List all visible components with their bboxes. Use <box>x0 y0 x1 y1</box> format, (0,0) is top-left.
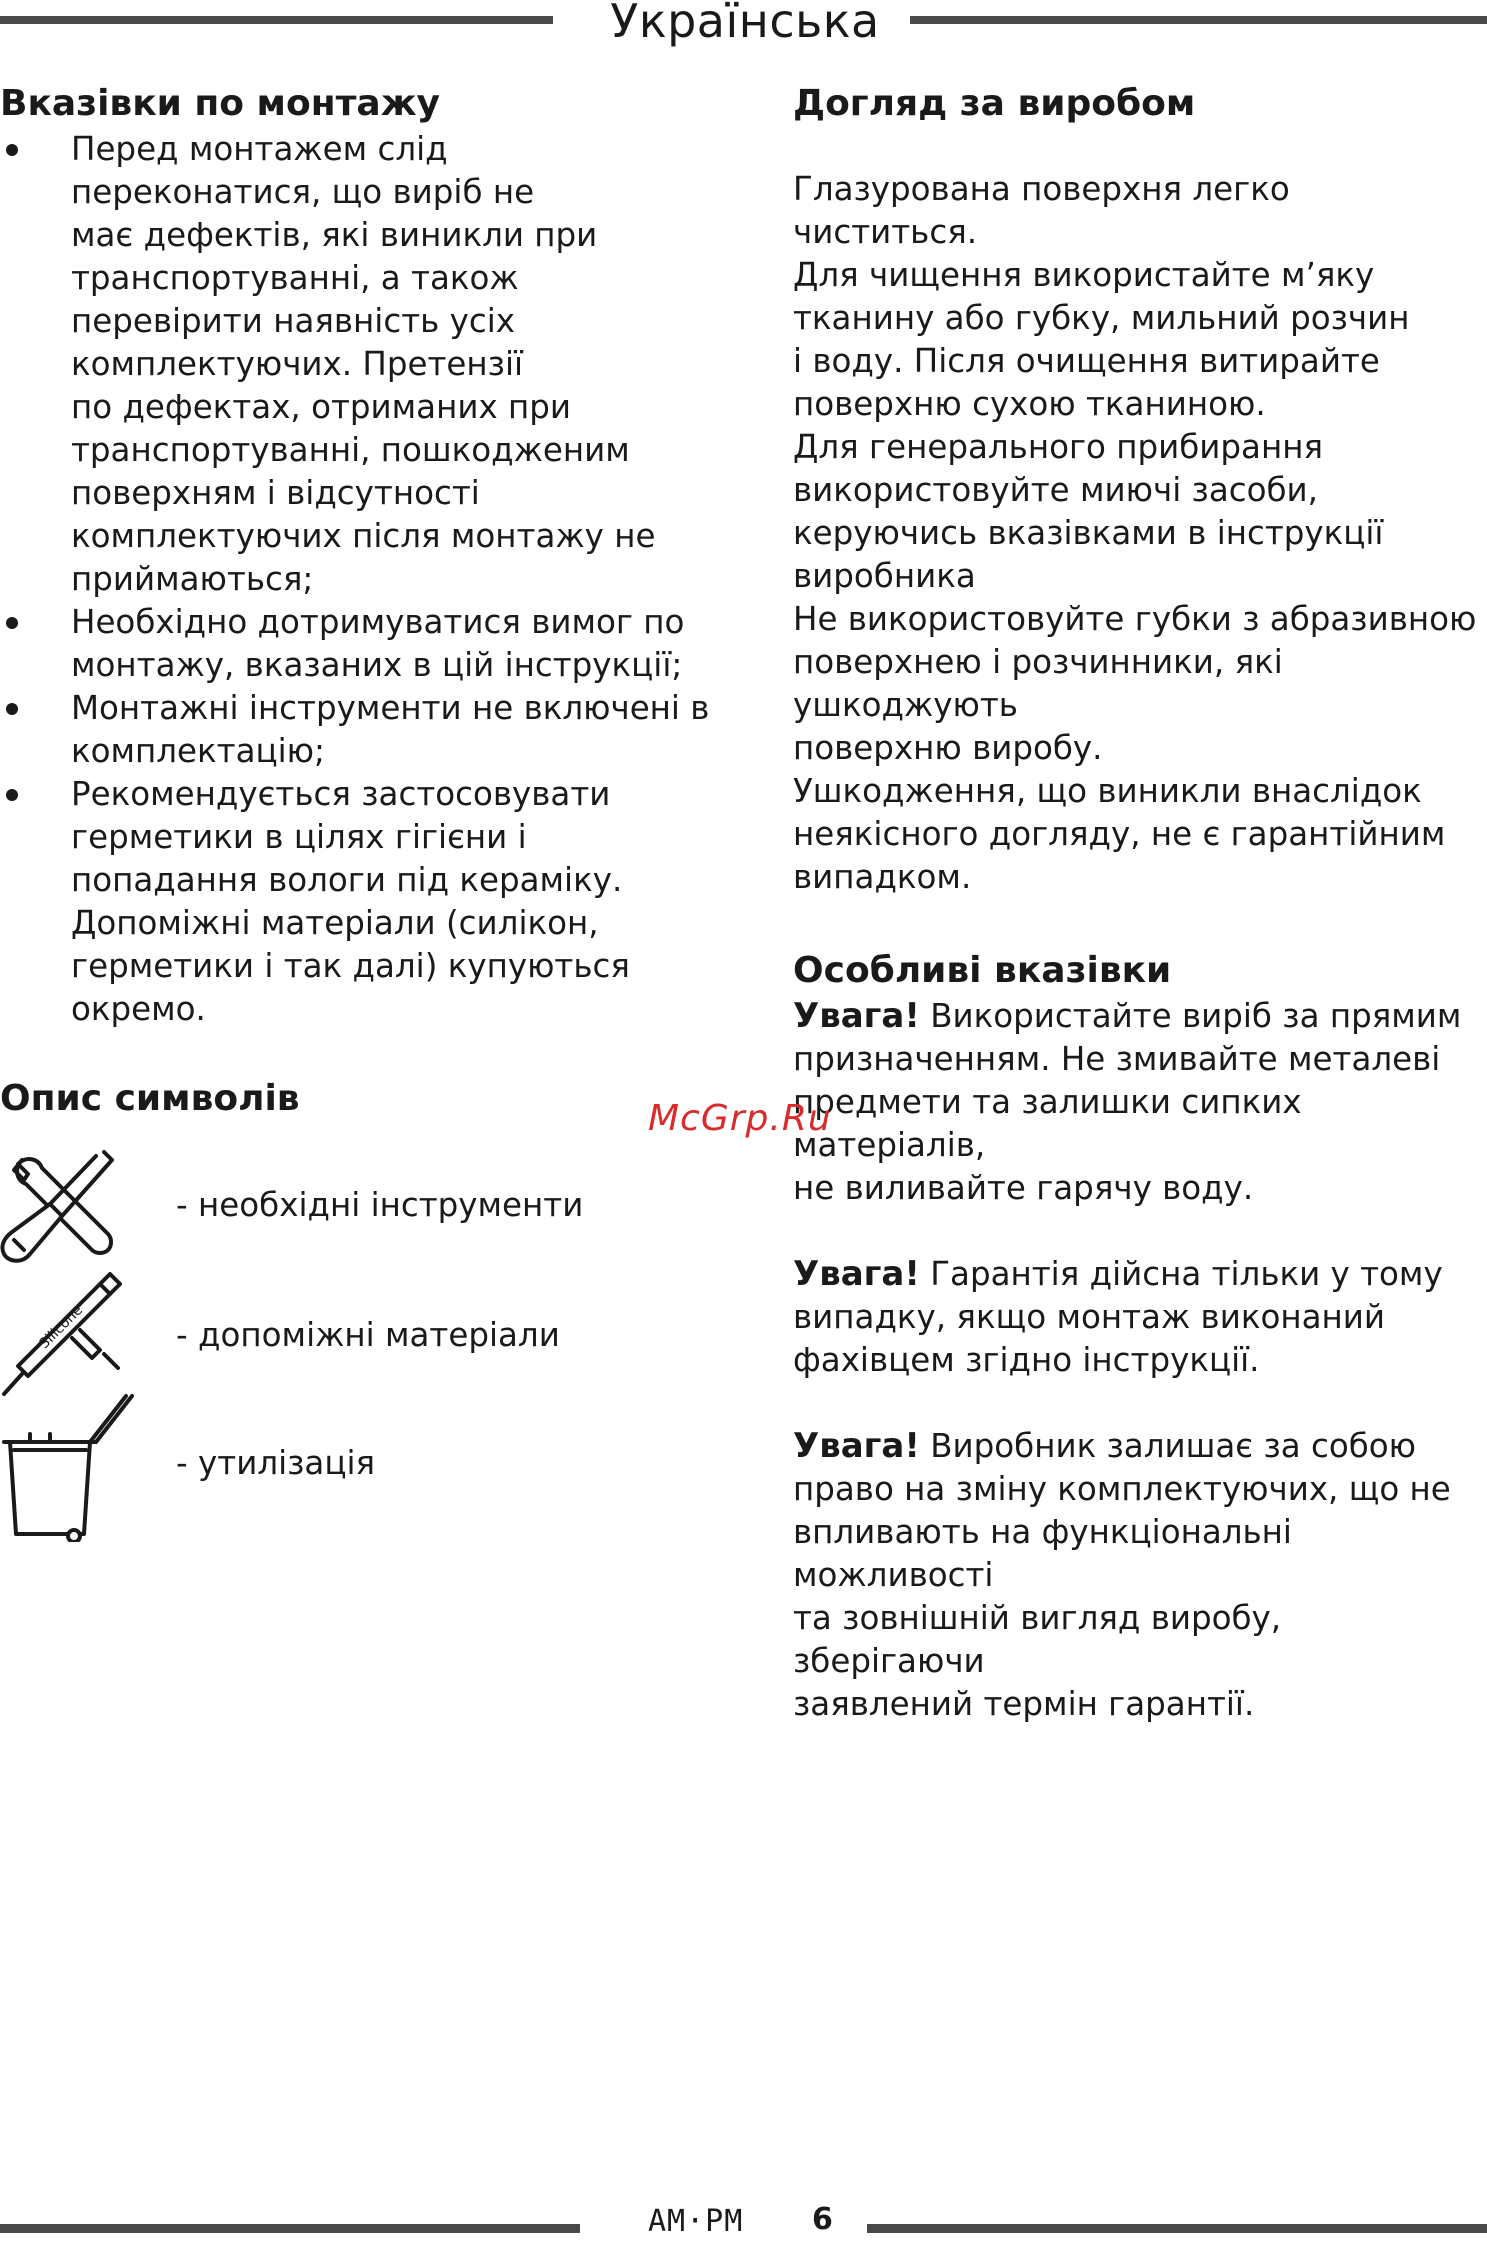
page-number: 6 <box>812 2202 833 2237</box>
symbol-label-materials: - допоміжні матеріали <box>176 1316 560 1354</box>
bullet-icon <box>6 789 18 801</box>
special-heading: Особливі вказівки <box>793 950 1172 991</box>
symbols-heading: Опис символів <box>0 1078 300 1119</box>
silicone-gun-icon <box>0 1270 130 1400</box>
care-paragraph: Для генерального прибирання використовуйте миючі засоби, керуючись вказівками в інструкції виробника <box>793 428 1384 595</box>
left-column <box>0 80 720 1031</box>
header-rule-right <box>910 16 1487 24</box>
care-paragraph: Глазурована поверхня легко чиститься. Для чищення використайте м’яку тканину або губку, мильний розчин і воду. Після очищення витирайте поверхню сухою тканиною. <box>793 170 1410 423</box>
brand-logo: AM·PM <box>648 2204 744 2239</box>
header-rule-left <box>0 16 553 24</box>
installation-heading: Вказівки по монтажу <box>0 83 441 124</box>
footer-rule-right <box>867 2224 1487 2233</box>
warning-text: Виробник залишає за собою право на зміну комплектуючих, що не впливають на функціональні можливості та зовнішній вигляд виробу, зберігаючи заявлений термін гарантії. <box>793 1427 1451 1723</box>
symbol-label-tools: - необхідні інструменти <box>176 1186 584 1224</box>
symbol-row-disposal <box>0 1392 720 1522</box>
warning-label: Увага! <box>793 1426 920 1466</box>
watermark: McGrp.Ru <box>648 1098 832 1139</box>
right-column <box>793 80 1483 1726</box>
list-item <box>0 687 720 773</box>
bullet-icon <box>6 144 18 156</box>
warning-paragraph <box>793 1253 1483 1382</box>
silicone-icon-text: Silicone <box>36 1302 87 1353</box>
symbol-row-materials <box>0 1270 720 1400</box>
warning-paragraph <box>793 995 1483 1210</box>
warning-label: Увага! <box>793 996 920 1036</box>
list-item <box>0 601 720 687</box>
care-paragraph: Ушкодження, що виникли внаслідок неякісного догляду, не є гарантійним випадком. <box>793 772 1446 896</box>
list-item-text: Монтажні інструменти не включені в комплектацію; <box>71 689 710 770</box>
bullet-icon <box>6 617 18 629</box>
list-item-text: Рекомендується застосовувати герметики в цілях гігієни і попадання вологи під кераміку. Допоміжні матеріали (силікон, герметики і так далі) купуються окремо. <box>71 775 630 1028</box>
page-language-title: Українська <box>610 0 880 48</box>
care-paragraph: Не використовуйте губки з абразивною поверхнею і розчинники, які ушкоджують поверхню виробу. <box>793 600 1477 767</box>
symbol-label-disposal: - утилізація <box>176 1444 376 1482</box>
symbol-row-tools <box>0 1142 720 1272</box>
list-item-text: Необхідно дотримуватися вимог по монтажу, вказаних в цій інструкції; <box>71 603 685 684</box>
installation-list <box>0 128 720 1031</box>
list-item <box>0 128 720 601</box>
warning-text: Гарантія дійсна тільки у тому випадку, якщо монтаж виконаний фахівцем згідно інструкції. <box>793 1255 1443 1379</box>
waste-bin-icon <box>0 1392 140 1542</box>
footer-rule-left <box>0 2224 580 2233</box>
warning-paragraph <box>793 1425 1483 1726</box>
list-item <box>0 773 720 1031</box>
bullet-icon <box>6 703 18 715</box>
list-item-text: Перед монтажем слід переконатися, що виріб не має дефектів, які виникли при транспортуванні, а також перевірити наявність усіх комплектуючих. Претензії по дефектах, отриманих при транспортуванні, пошкодженим поверхням і відсутності комплектуючих після монтажу не приймаються; <box>71 130 656 598</box>
warning-label: Увага! <box>793 1254 920 1294</box>
tools-icon <box>0 1142 120 1272</box>
warning-text: Використайте виріб за прямим призначенням. Не змивайте металеві предмети та залишки сипких матеріалів, не виливайте гарячу воду. <box>793 997 1462 1207</box>
care-heading: Догляд за виробом <box>793 83 1196 124</box>
